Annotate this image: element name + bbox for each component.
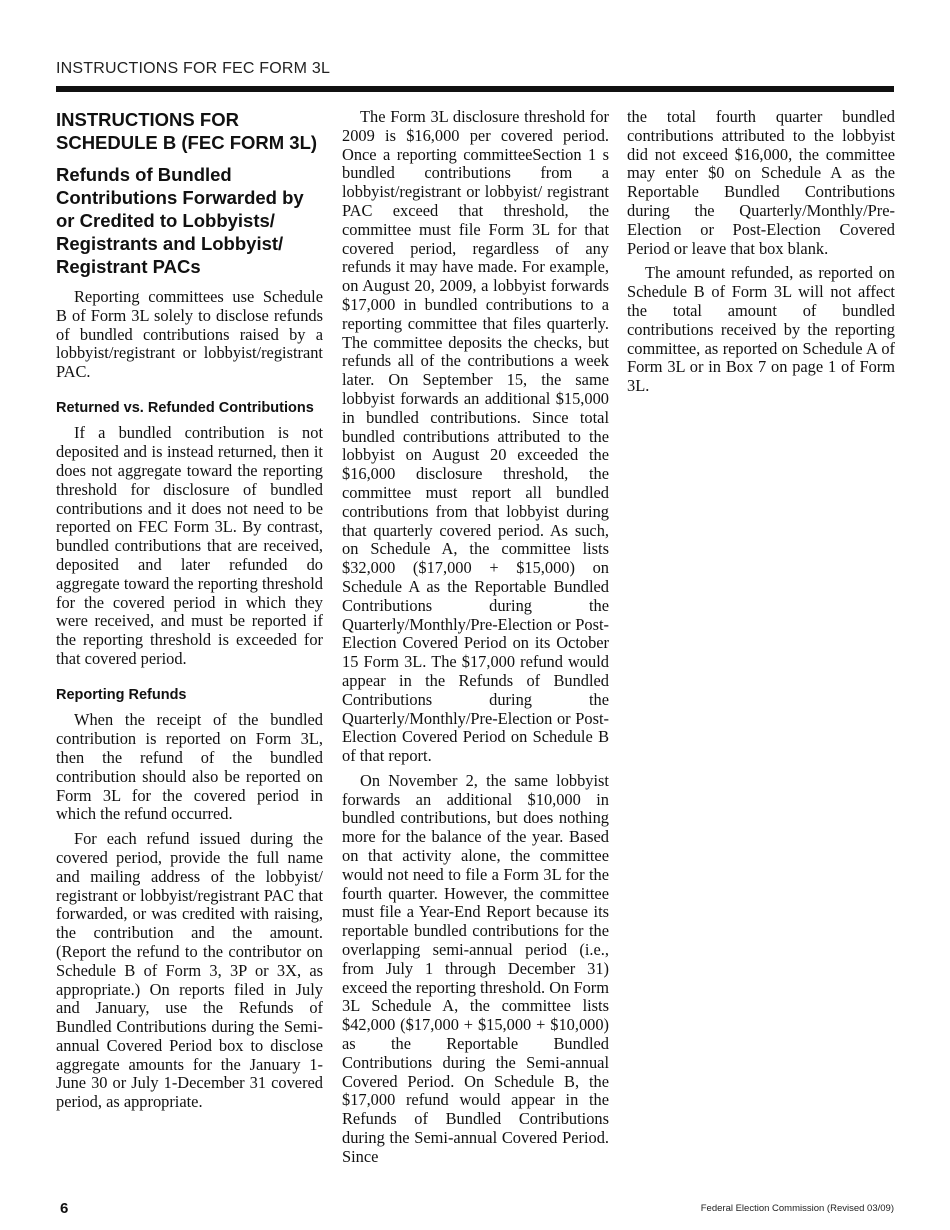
november-example-paragraph: On November 2, the same lobbyist forwards an additional $10,000 in bundled contributions, but does nothing more for the balance of the year. Based on that activity alone, the committee would not need to file a Form 3L for the fourth quarter. However, the committee must file a Year-End Report because its reportable bundled contributions for the overlapping semi-annual period (i.e., from July 1 through December 31) exceed the reporting threshold. On Form 3L Schedule A, the committee lists $42,000 ($17,000 + $15,000 + $10,000) as the Reportable Bundled Contributions during the Semi-annual Covered Period. On Schedule B, the $17,000 refund would appear in the Refunds of Bundled Contributions during the Semi-annual Covered Period. Since: [342, 770, 609, 1166]
reporting-refunds-paragraph-1: When the receipt of the bundled contribution is reported on Form 3L, then the refund of the bundled contribution should also be reported on Form 3L for the covered period in which the refund occurred.: [56, 710, 323, 824]
column-3: [627, 108, 895, 402]
returned-vs-refunded-heading: Returned vs. Refunded Contributions: [56, 399, 314, 416]
refunds-subheading: Refunds of Bundled Contributions Forwarded by or Credited to Lobbyists/ Registrants and Lobbyist/ Registrant PACs: [56, 164, 304, 277]
reporting-refunds-heading: Reporting Refunds: [56, 686, 187, 703]
column-1: [56, 108, 323, 1118]
schedule-heading: INSTRUCTIONS FOR SCHEDULE B (FEC FORM 3L): [56, 109, 318, 153]
column-2: [342, 108, 609, 1173]
returned-vs-refunded-paragraph: If a bundled contribution is not deposited and is instead returned, then it does not aggregate toward the reporting threshold for disclosure of bundled contributions and it does not need to be reported on FEC Form 3L. By contrast, bundled contributions that are received, deposited and later refunded do aggregate toward the reporting threshold for the covered period in which they were received, and must be reported if the reporting threshold is exceeded for that covered period.: [56, 423, 323, 669]
fourth-quarter-continuation-paragraph: the total fourth quarter bundled contributions attributed to the lobbyist did not exceed $16,000, the committee may enter $0 on Schedule A as the Reportable Bundled Contributions during the Quarterly/Monthly/Pre-Election or Post-Election Covered Period or leave that box blank.: [627, 107, 895, 258]
threshold-example-paragraph: The Form 3L disclosure threshold for 2009 is $16,000 per covered period. Once a reporting committeeSection 1 s bundled contributions from a lobbyist/registrant or lobbyist/ registrant PAC exceed that threshold, the committee must file Form 3L for that covered period, regardless of any refunds it may have made. For example, on August 20, 2009, a lobbyist forwards $17,000 in bundled contributions to a reporting committee that files quarterly. The committee deposits the checks, but refunds all of the contributions a week later. On September 15, the same lobbyist forwards an additional $15,000 in bundled contributions. Since total bundled contributions attributed to the lobbyist on August 20 exceeded the $16,000 disclosure threshold, the committee must report all bundled contributions from that lobbyist during that quarterly covered period. As such, on Schedule A, the committee lists $32,000 ($17,000 + $15,000) on Schedule A as the Reportable Bundled Contributions during the Quarterly/Monthly/Pre-Election or Post-Election Covered Period on its October 15 Form 3L. The $17,000 refund would appear in the Refunds of Bundled Contributions during the Quarterly/Monthly/Pre-Election or Post-Election Covered Period on Schedule B of that report.: [342, 107, 609, 766]
page-number: 6: [60, 1200, 69, 1217]
intro-paragraph: Reporting committees use Schedule B of Form 3L solely to disclose refunds of bundled contributions raised by a lobbyist/registrant or lobbyist/registrant PAC.: [56, 287, 323, 382]
header-rule: [56, 86, 894, 92]
amount-refunded-paragraph: The amount refunded, as reported on Schedule B of Form 3L will not affect the total amount of bundled contributions received by the reporting committee, as reported on Schedule A of Form 3L or in Box 7 on page 1 of Form 3L.: [627, 263, 895, 396]
reporting-refunds-paragraph-2: For each refund issued during the covered period, provide the full name and mailing address of the lobbyist/ registrant or lobbyist/registrant PAC that forwarded, or was credited with raising, the contribution and the amount. (Report the refund to the contributor on Schedule B of Form 3, 3P or 3X, as appropriate.) On reports filed in July and January, use the Refunds of Bundled Contributions during the Semi-annual Covered Period box to disclose aggregate amounts for the January 1-June 30 or July 1-December 31 covered period, as appropriate.: [56, 829, 323, 1112]
footer-publisher: Federal Election Commission (Revised 03/09): [700, 1203, 894, 1214]
page-header-title: INSTRUCTIONS FOR FEC FORM 3L: [56, 60, 331, 77]
